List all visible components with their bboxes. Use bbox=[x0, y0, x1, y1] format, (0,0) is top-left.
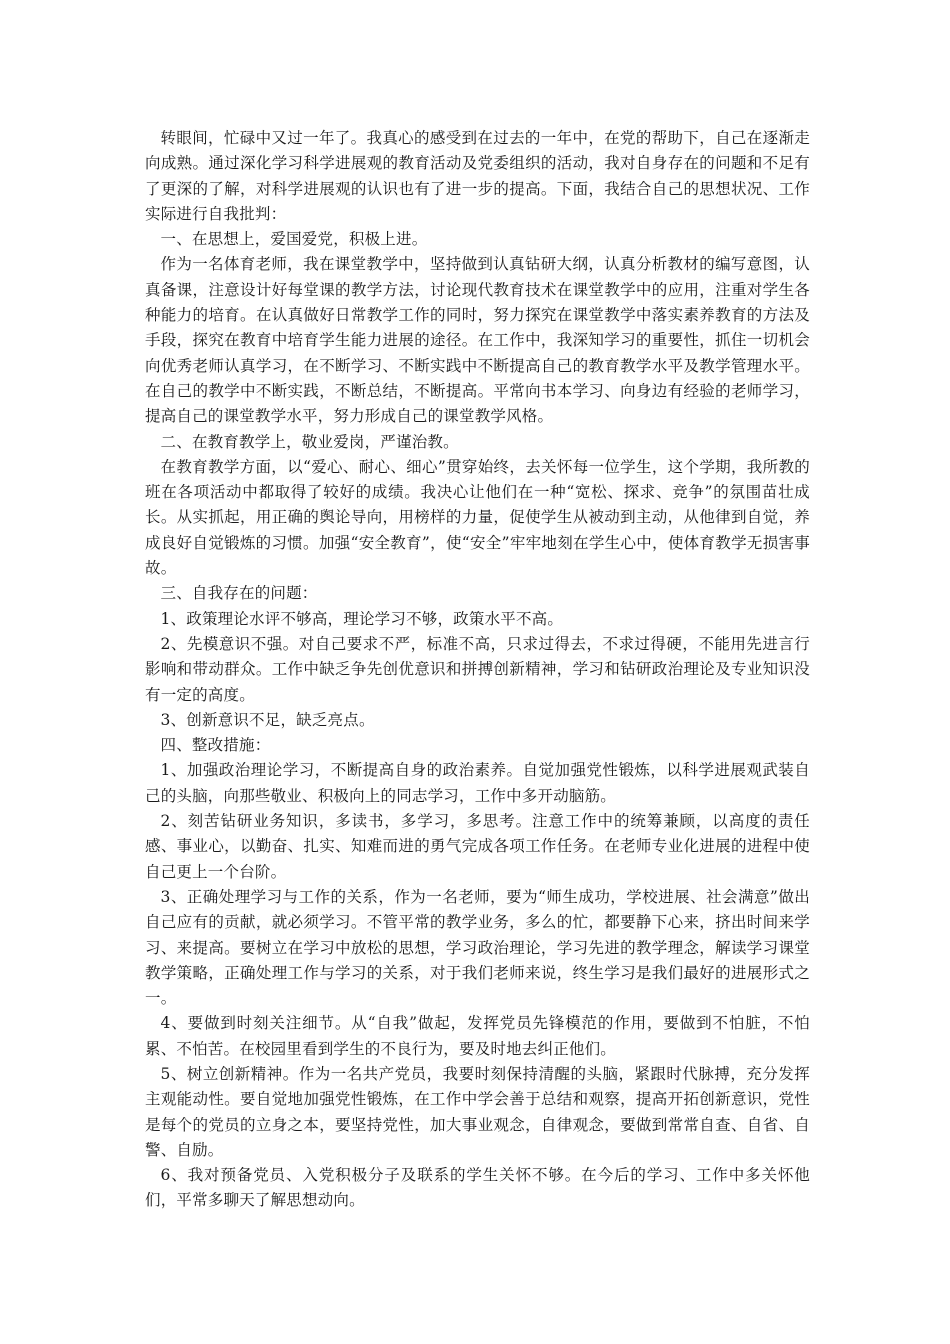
section-heading-teaching: 二、在教育教学上，敬业爱岗，严谨治教。 bbox=[160, 432, 459, 451]
problem-item-3: 3、创新意识不足，缺乏亮点。 bbox=[160, 710, 375, 729]
teaching-paragraph: 在教育教学方面，以“爱心、耐心、细心”贯穿始终，去关怀每一位学生，这个学期，我所教的班在各项活动中都取得了较好的成绩。我决心让他们在一种“宽松、探求、竞争”的氛围苗壮成长。从实抓起，用正确的舆论导向，用榜样的力量，促使学生从被动到主动，从他律到自觉，养成良好自觉锻炼的习惯。加强“安全教育”，使“安全”牢牢地刻在学生心中，使体育教学无损害事故。 bbox=[145, 457, 810, 578]
section-heading-measures: 四、整改措施： bbox=[160, 736, 271, 755]
measure-item-2: 2、刻苦钻研业务知识，多读书，多学习，多思考。注意工作中的统筹兼顾，以高度的责任感、事业心，以勤奋、扎实、知难而进的勇气完成各项工作任务。在老师专业化进展的进程中使自己更上一个台阶。 bbox=[145, 812, 810, 881]
measure-item-5: 5、树立创新精神。作为一名共产党员，我要时刻保持清醒的头脑，紧跟时代脉搏，充分发挥主观能动性。要自觉地加强党性锻炼，在工作中学会善于总结和观察，提高开拓创新意识，党性是每个的党员的立身之本，要坚持党性，加大事业观念，自律观念，要做到常常自查、自省、自警、自励。 bbox=[145, 1064, 810, 1159]
problem-item-1: 1、政策理论水评不够高，理论学习不够，政策水平不高。 bbox=[160, 609, 564, 628]
section-heading-problems: 三、自我存在的问题： bbox=[160, 584, 318, 603]
document-body bbox=[145, 126, 810, 1214]
ideology-paragraph: 作为一名体育老师，我在课堂教学中，坚持做到认真钻研大纲，认真分析教材的编写意图，认真备课，注意设计好每堂课的教学方法，讨论现代教育技术在课堂教学中的应用，注重对学生各种能力的培育。在认真做好日常教学工作的同时，努力探究在课堂教学中落实素养教育的方法及手段，探究在教育中培育学生能力进展的途径。在工作中，我深知学习的重要性，抓住一切机会向优秀老师认真学习，在不断学习、不断实践中不断提高自己的教育教学水平及教学管理水平。在自己的教学中不断实践，不断总结，不断提高。平常向书本学习、向身边有经验的老师学习，提高自己的课堂教学水平，努力形成自己的课堂教学风格。 bbox=[145, 255, 810, 426]
section-heading-ideology: 一、在思想上，爱国爱党，积极上进。 bbox=[160, 230, 428, 249]
measure-item-6: 6、我对预备党员、入党积极分子及联系的学生关怀不够。在今后的学习、工作中多关怀他们，平常多聊天了解思想动向。 bbox=[145, 1166, 810, 1210]
intro-paragraph: 转眼间，忙碌中又过一年了。我真心的感受到在过去的一年中，在党的帮助下，自己在逐渐走向成熟。通过深化学习科学进展观的教育活动及党委组织的活动，我对自身存在的问题和不足有了更深的了解，对科学进展观的认识也有了进一步的提高。下面，我结合自己的思想状况、工作实际进行自我批判： bbox=[145, 129, 810, 223]
measure-item-3: 3、正确处理学习与工作的关系，作为一名老师，要为“师生成功，学校进展、社会满意”做出自己应有的贡献，就必须学习。不管平常的教学业务，多么的忙，都要静下心来，挤出时间来学习、来提高。要树立在学习中放松的思想，学习政治理论，学习先进的教学理念，解读学习课堂教学策略，正确处理工作与学习的关系，对于我们老师来说，终生学习是我们最好的进展形式之一。 bbox=[145, 887, 810, 1008]
measure-item-1: 1、加强政治理论学习，不断提高自身的政治素养。自觉加强党性锻炼，以科学进展观武装自己的头脑，向那些敬业、积极向上的同志学习，工作中多开动脑筋。 bbox=[145, 761, 810, 805]
measure-item-4: 4、要做到时刻关注细节。从“自我”做起，发挥党员先锋模范的作用，要做到不怕脏，不怕累、不怕苦。在校园里看到学生的不良行为，要及时地去纠正他们。 bbox=[145, 1014, 810, 1058]
problem-item-2: 2、先模意识不强。对自己要求不严，标准不高，只求过得去，不求过得硬，不能用先进言行影响和带动群众。工作中缺乏争先创优意识和拼搏创新精神，学习和钻研政治理论及专业知识没有一定的高度。 bbox=[145, 634, 810, 704]
